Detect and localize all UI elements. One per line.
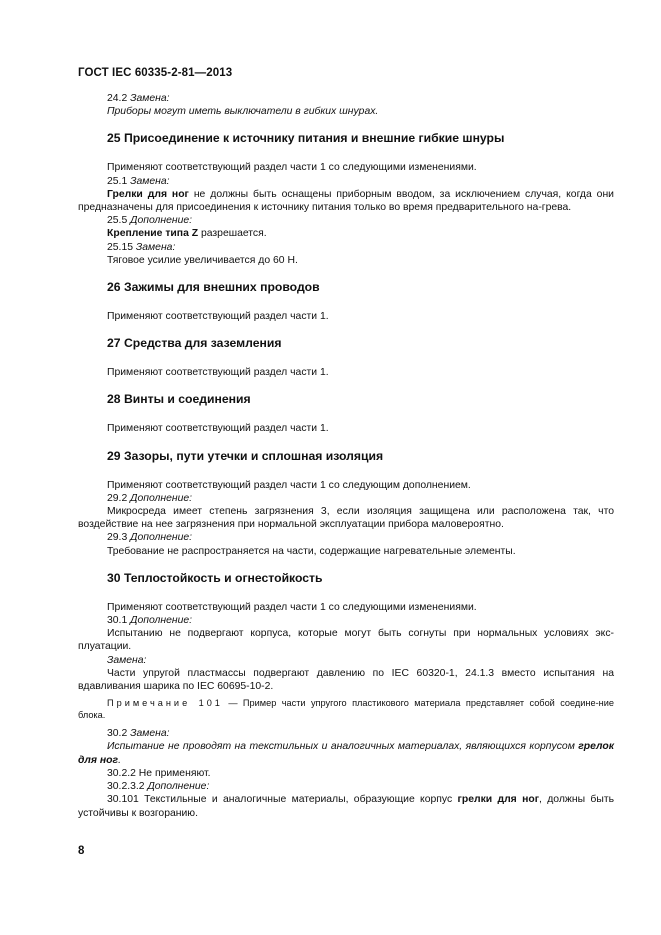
section-27-text: Применяют соответствующий раздел части 1. <box>107 367 329 379</box>
clause-30-1-heading <box>78 614 614 627</box>
section-25-intro: Применяют соответствующий раздел части 1 со следующими изменениями. <box>107 162 477 174</box>
clause-30-2-text <box>78 740 614 766</box>
clause-24-2-heading <box>78 92 614 105</box>
clause-label: Дополнение: <box>130 615 193 627</box>
clause-25-1-text <box>78 188 614 214</box>
clause-25-5-text <box>78 227 614 240</box>
replacement-label: Замена: <box>107 654 147 666</box>
page-number: 8 <box>78 845 85 857</box>
document-header: ГОСТ IEC 60335-2-81—2013 <box>78 67 233 79</box>
clause-29-3-text: Требование не распространяется на части, содержащие нагревательные элементы. <box>107 545 516 557</box>
section-26-text: Применяют соответствующий раздел части 1. <box>107 311 329 323</box>
section-28-text: Применяют соответствующий раздел части 1. <box>107 423 329 435</box>
clause-label: Замена: <box>130 93 170 104</box>
clause-label: Дополнение: <box>130 215 193 227</box>
clause-30-2-heading <box>78 727 614 740</box>
clause-25-15-heading <box>78 241 614 254</box>
clause-30-101-text <box>78 793 614 819</box>
clause-24-2-text: Приборы могут иметь выключатели в гибких шнурах. <box>107 106 379 118</box>
replacement-text: Части упругой пластмассы подвергают давлению по IEC 60320-1, 24.1.3 вместо испытания на вдавливания шарика по IEC 60695-10-2. <box>78 667 614 693</box>
section-26-title: 26 Зажимы для внешних проводов <box>107 280 320 295</box>
clause-25-1-heading <box>78 175 614 188</box>
clause-30-2-2: 30.2.2 Не применяют. <box>107 767 211 779</box>
section-30-intro: Применяют соответствующий раздел части 1 со следующими изменениями. <box>107 601 477 613</box>
clause-29-2-text: Микросреда имеет степень загрязнения 3, если изоляция защищена или расположена так, что воздействие на нее загрязнения при нормальной эксплуатации прибора маловероятно. <box>78 506 614 531</box>
clause-25-15-text: Тяговое усилие увеличивается до 60 Н. <box>107 254 298 266</box>
clause-29-3-heading <box>78 531 614 544</box>
clause-text: Испытание не проводят на текстильных и аналогичных материалах, являющихся корпусом <box>107 741 579 753</box>
note-101 <box>78 697 614 721</box>
clause-text: 30.101 Текстильные и аналогичные материалы, образующие корпус <box>107 794 458 806</box>
clause-number: 29.3 <box>107 532 131 544</box>
clause-30-1-text: Испытанию не подвергают корпуса, которые могут быть согнуты при нормальных условиях экс-плуатации. <box>78 628 614 653</box>
bold-term: Крепление типа Z <box>107 228 199 240</box>
clause-number: 29.2 <box>107 492 131 504</box>
bold-term: Грелки для ног <box>107 188 189 200</box>
clause-text: разрешается. <box>198 228 267 240</box>
section-30-title: 30 Теплостойкость и огнестойкость <box>107 570 323 585</box>
document-body <box>78 92 614 820</box>
note-text: — Пример части упругого пластикового материала представляет собой соедине-ние блока. <box>78 698 614 721</box>
clause-text-end: , должны быть устойчивы к возгоранию. <box>78 794 614 819</box>
clause-number: 30.1 <box>107 615 131 627</box>
section-29-title: 29 Зазоры, пути утечки и сплошная изоляция <box>107 448 384 463</box>
section-27-title: 27 Средства для заземления <box>107 336 282 351</box>
clause-number: 25.5 <box>107 215 131 227</box>
section-28-title: 28 Винты и соединения <box>107 392 251 407</box>
clause-number: 25.15 <box>107 241 136 253</box>
clause-text-end: . <box>118 754 121 766</box>
section-25-title: 25 Присоединение к источнику питания и внешние гибкие шнуры <box>107 131 505 146</box>
clause-label: Замена: <box>130 728 170 740</box>
clause-30-2-3-2-heading <box>78 780 614 793</box>
clause-text: не должны быть оснащены приборным вводом, за исключением случая, когда они предназначены для присоединения к источнику питания только во время предварительного на-грева. <box>78 188 614 214</box>
bold-term: грелки для ног <box>457 794 540 806</box>
clause-label: Замена: <box>135 241 176 253</box>
clause-label: Замена: <box>130 175 170 187</box>
clause-number: 30.2 <box>107 728 131 740</box>
clause-25-5-heading <box>78 214 614 227</box>
bold-term: грелок для ног <box>78 741 614 766</box>
clause-29-2-heading <box>78 492 614 505</box>
clause-label: Дополнение: <box>130 492 193 504</box>
clause-number: 25.1 <box>107 175 131 187</box>
clause-number: 24.2 <box>107 93 131 104</box>
clause-label: Дополнение: <box>147 781 210 793</box>
note-label: Примечание 101 <box>107 698 223 709</box>
section-29-intro: Применяют соответствующий раздел части 1 со следующим дополнением. <box>107 479 471 491</box>
clause-number: 30.2.3.2 <box>107 781 148 793</box>
clause-label: Дополнение: <box>130 532 193 544</box>
